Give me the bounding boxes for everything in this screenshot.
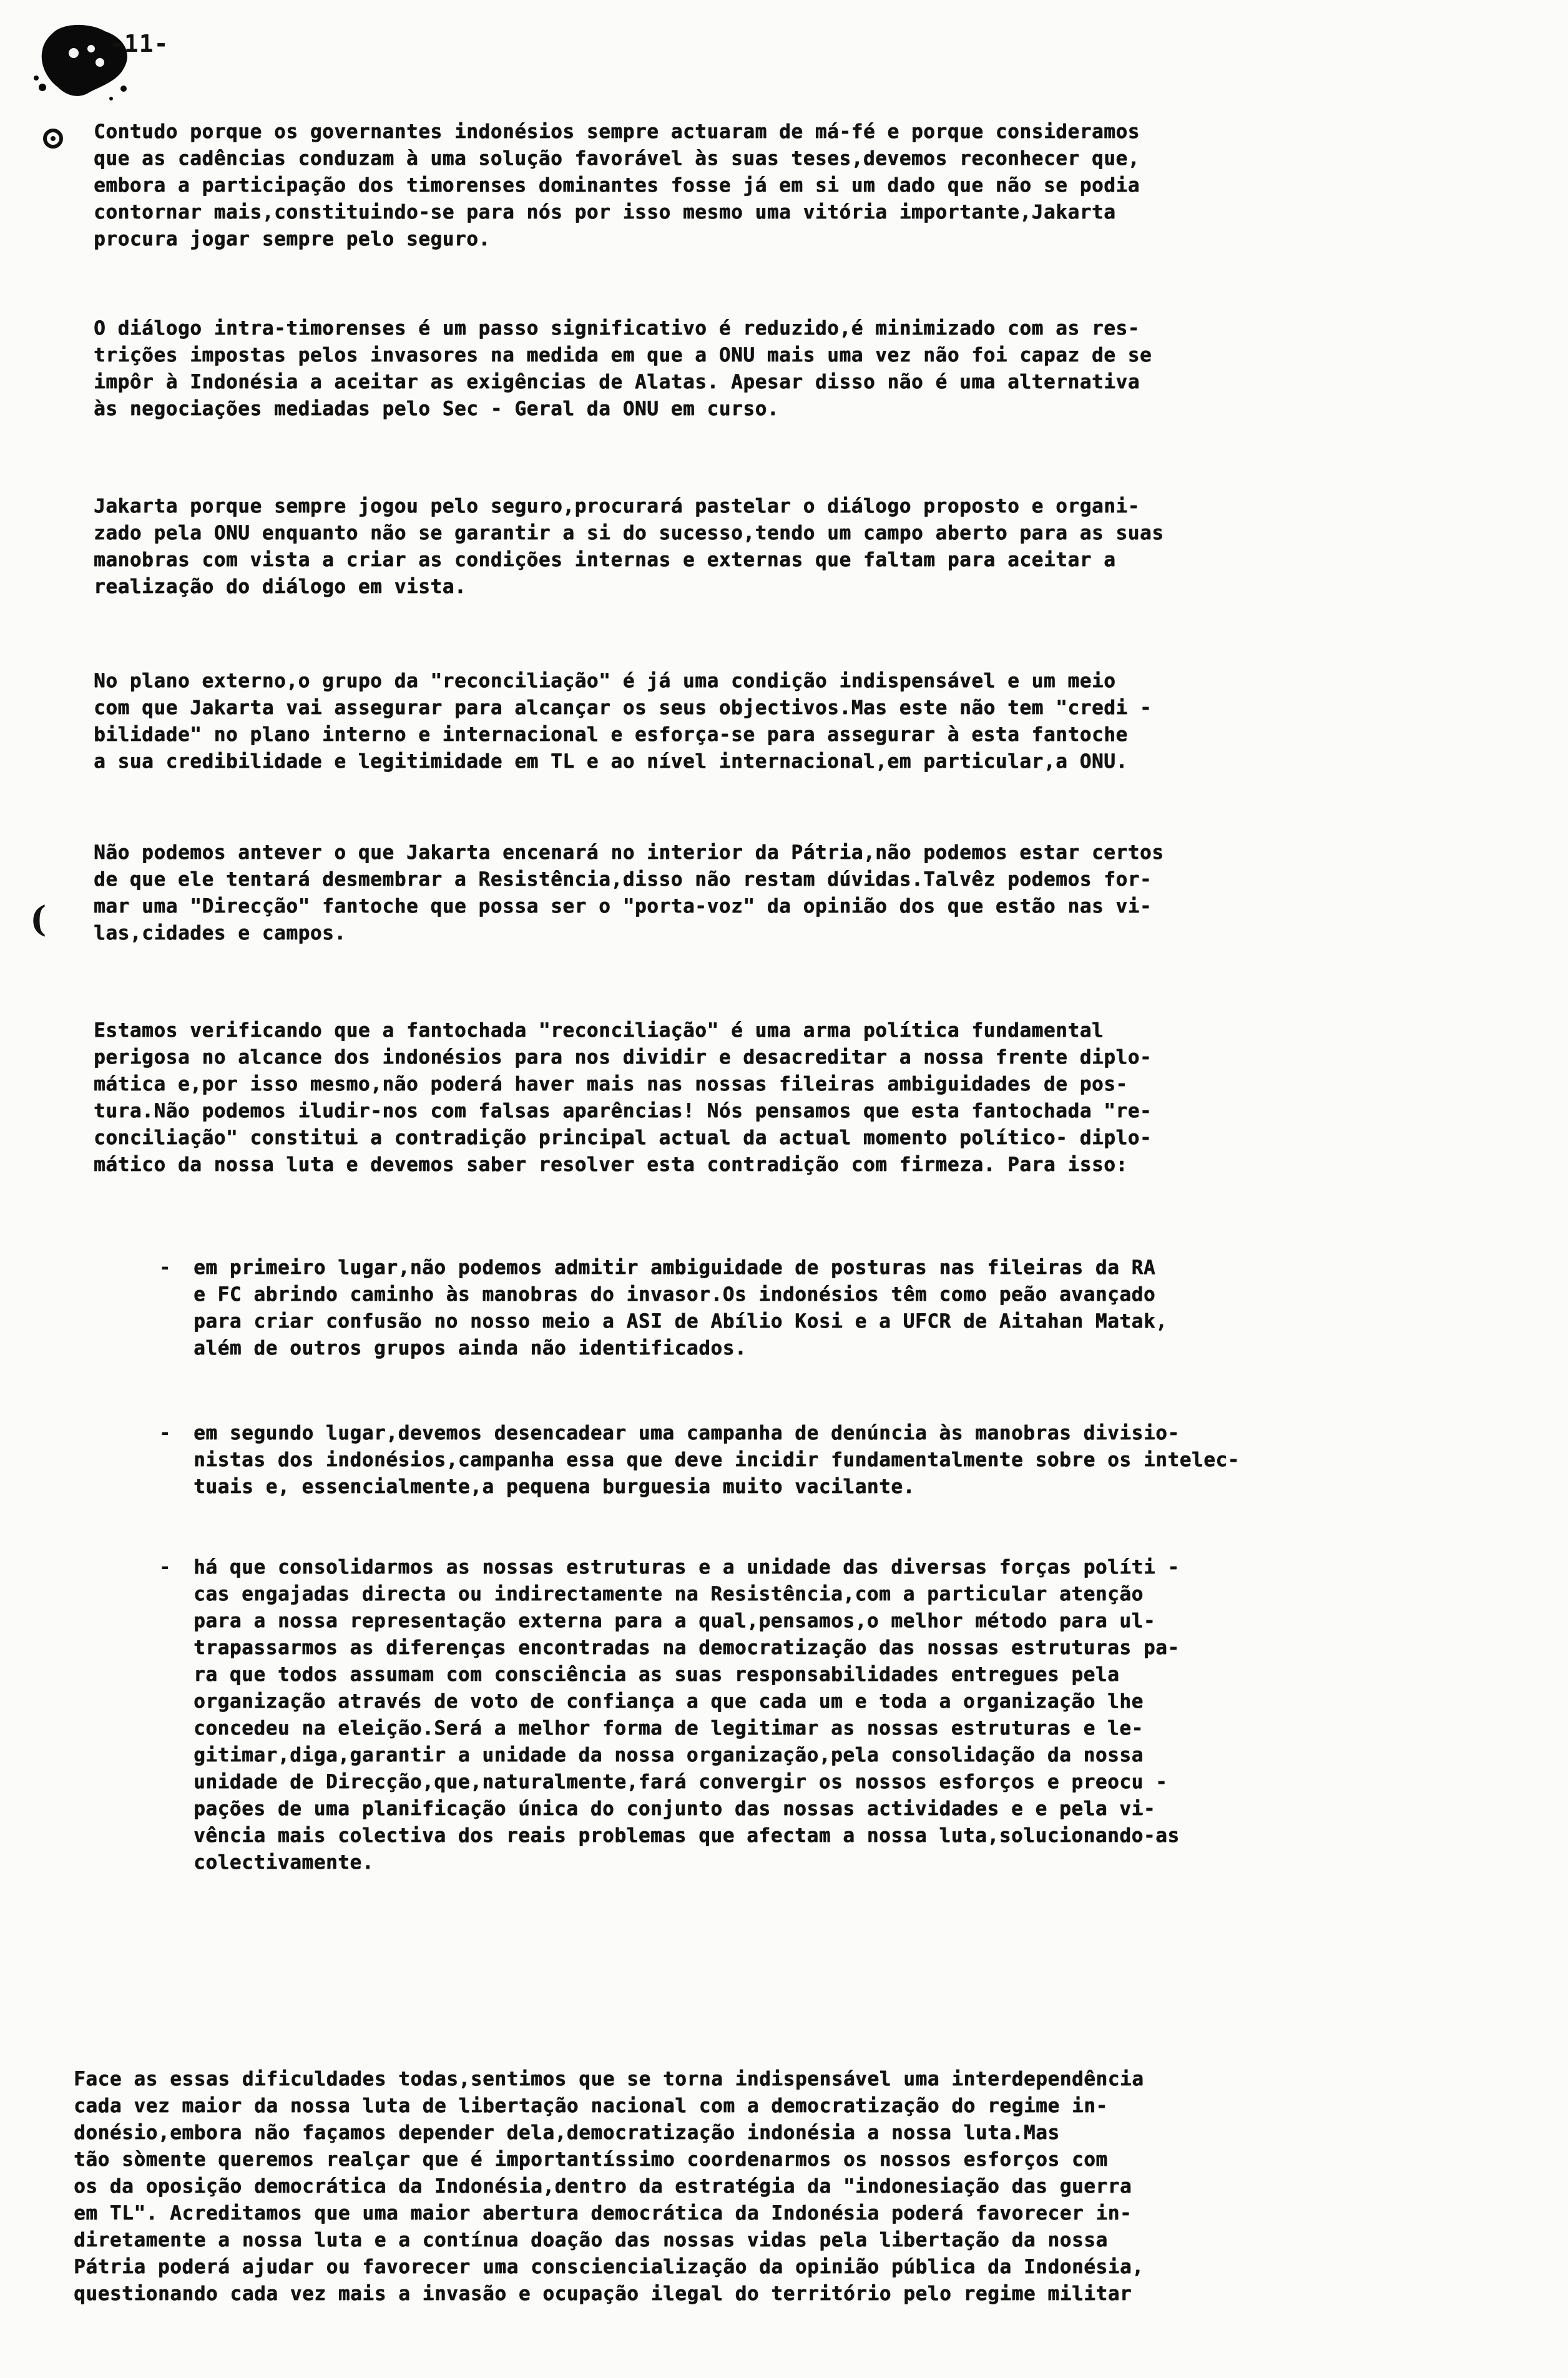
paragraph-4: No plano externo,o grupo da "reconciliação" é já uma condição indispensável e um meio com que Jakarta vai assegurar para alcançar os seus objectivos.Mas este não tem "credi - bilidade" no plano interno e internacional e esforça-se para assegurar à esta fantoche a sua credibilidade e legitimidade em TL e ao nível internacional,em particular,a ONU. [94,670,1152,773]
page-number: -11- [109,30,169,57]
paragraph-3: Jakarta porque sempre jogou pelo seguro,procurará pastelar o diálogo proposto e organi- zado pela ONU enquanto não se garantir a si do sucesso,tendo um campo aberto para as suas manobras com vista a criar as condições internas e externas que faltam para aceitar a realização do diálogo em vista. [94,495,1164,598]
list-item-text: em primeiro lugar,não podemos admitir ambiguidade de posturas nas fileiras da RA e FC abrindo caminho às manobras do invasor.Os indonésios têm como peão avançado para criar confusão no nosso meio a ASI de Abílio Kosi e a UFCR de Aitahan Matak, além de outros grupos ainda não identificados. [194,1256,1168,1359]
paragraph-1: Contudo porque os governantes indonésios sempre actuaram de má-fé e porque consideramos que as cadências conduzam à uma solução favorável às suas teses,devemos reconhecer que, embora a participação dos timorenses dominantes fosse já em si um dado que não se podia contornar mais,constituindo-se para nós por isso mesmo uma vitória importante,Jakarta procura jogar sempre pelo seguro. [94,120,1140,250]
list-dash: - [159,1256,171,1279]
bullet-circle-icon [42,128,64,149]
paragraph-closing: Face as essas dificuldades todas,sentimos que se torna indispensável uma interdependência cada vez maior da nossa luta de libertação nacional com a democratização do regime in- donésio,embora não façamos depender dela,democratização indonésia a nossa luta.Mas tão sòmente queremos realçar que é importantíssimo coordenarmos os nossos esforços com os da oposição democrática da Indonésia,dentro da estratégia da "indonesiação das guerra em TL". Acreditamos que uma maior abertura democrática da Indonésia poderá favorecer in- diretamente a nossa luta e a contínua doação das nossas vidas pela libertação da nossa Pátria poderá ajudar ou favorecer uma consciencialização da opinião pública da Indonésia, questionando cada vez mais a invasão e ocupação ilegal do território pelo regime militar [74,2068,1144,2305]
paragraph-6: Estamos verificando que a fantochada "reconciliação" é uma arma política fundamental perigosa no alcance dos indonésios para nos dividir e desacreditar a nossa frente diplo- mática e,por isso mesmo,não poderá haver mais nas nossas fileiras ambiguidades de pos- tura.Não podemos iludir-nos com falsas aparências! Nós pensamos que esta fantochada "re- conciliação" constitui a contradição principal actual da actual momento político- diplo- mático da nossa luta e devemos saber resolver esta contradição com firmeza. Para isso: [94,1019,1152,1176]
paragraph-5: Não podemos antever o que Jakarta encenará no interior da Pátria,não podemos estar certos de que ele tentará desmembrar a Resistência,disso não restam dúvidas.Talvêz podemos for- mar uma "Direcção" fantoche que possa ser o "porta-voz" da opinião dos que estão nas vi- las,cidades e campos. [94,841,1164,944]
list-item-text: em segundo lugar,devemos desencadear uma campanha de denúncia às manobras divisio- nistas dos indonésios,campanha essa que deve incidir fundamentalmente sobre os intelec- tuais e, essencialmente,a pequena burguesia muito vacilante. [194,1422,1240,1498]
list-item-text: há que consolidarmos as nossas estruturas e a unidade das diversas forças políti - cas engajadas directa ou indirectamente na Resistência,com a particular atenção para a nossa representação externa para a qual,pensamos,o melhor método para ul- trapassarmos as diferenças encontradas na democratização das nossas estruturas pa- ra que todos assumam com consciência as suas responsabilidades entregues pela organização através de voto de confiança a que cada um e toda a organização lhe concedeu na eleição.Será a melhor forma de legitimar as nossas estruturas e le- gitimar,diga,garantir a unidade da nossa organização,pela consolidação da nossa unidade de Direcção,que,naturalmente,fará convergir os nossos esforços e preocu - pações de uma planificação única do conjunto das nossas actividades e e pela vi- vência mais colectiva dos reais problemas que afectam a nossa luta,solucionando-as colectivamente. [194,1556,1180,1874]
list-dash: - [159,1422,171,1444]
list-dash: - [159,1556,171,1578]
margin-paren-mark: ( [30,899,47,940]
paragraph-2: O diálogo intra-timorenses é um passo significativo é reduzido,é minimizado com as res- trições impostas pelos invasores na medida em que a ONU mais uma vez não foi capaz de se impôr à Indonésia a aceitar as exigências de Alatas. Apesar disso não é uma alternativa às negociações mediadas pelo Sec - Geral da ONU em curso. [94,317,1152,420]
